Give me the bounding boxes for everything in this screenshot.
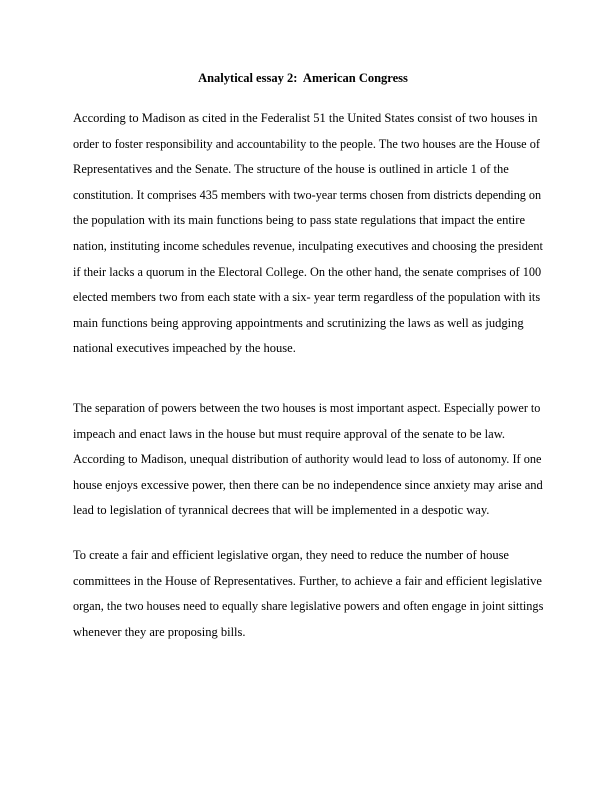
paragraph-1 bbox=[73, 106, 543, 362]
paragraph-line: To create a fair and efficient legislative organ, they need to reduce the number of house bbox=[73, 548, 509, 562]
paragraph-line: order to foster responsibility and accountability to the people. The two houses are the House of bbox=[73, 136, 540, 151]
paragraph-line: committees in the House of Representatives. Further, to achieve a fair and efficient legislative bbox=[73, 573, 542, 588]
paragraph-line: main functions being approving appointments and scrutinizing the laws as well as judging bbox=[73, 315, 524, 330]
paragraph-line: elected members two from each state with a six- year term regardless of the population with its bbox=[73, 290, 541, 305]
paragraph-line: According to Madison, unequal distribution of authority would lead to loss of autonomy. If one bbox=[73, 452, 542, 467]
paragraph-line: nation, instituting income schedules revenue, inculpating executives and choosing the president bbox=[73, 238, 543, 253]
paragraph-line: lead to legislation of tyrannical decrees that will be implemented in a despotic way. bbox=[73, 503, 490, 518]
paragraph-3 bbox=[73, 543, 543, 645]
paragraph-line: whenever they are proposing bills. bbox=[73, 624, 246, 639]
paragraph-line: national executives impeached by the house. bbox=[73, 341, 296, 356]
paragraph-line: According to Madison as cited in the Federalist 51 the United States consist of two houses in bbox=[73, 111, 538, 125]
paragraph-line: Representatives and the Senate. The structure of the house is outlined in article 1 of the bbox=[73, 162, 509, 177]
paragraph-2 bbox=[73, 396, 543, 524]
paragraph-line: impeach and enact laws in the house but must require approval of the senate to be law. bbox=[73, 426, 506, 441]
paragraph-line: house enjoys excessive power, then there can be no independence since anxiety may arise and bbox=[73, 477, 543, 492]
paragraph-line: the population with its main functions being to pass state regulations that impact the entire bbox=[73, 213, 525, 228]
paragraph-line: constitution. It comprises 435 members with two-year terms chosen from districts depending on bbox=[73, 187, 542, 202]
paragraph-line: organ, the two houses need to equally share legislative powers and often engage in joint sittings bbox=[73, 599, 544, 614]
essay-title: Analytical essay 2: American Congress bbox=[198, 71, 408, 85]
paragraph-line: if their lacks a quorum in the Electoral College. On the other hand, the senate comprises of 100 bbox=[73, 264, 542, 279]
paragraph-line: The separation of powers between the two houses is most important aspect. Especially power to bbox=[73, 401, 541, 415]
